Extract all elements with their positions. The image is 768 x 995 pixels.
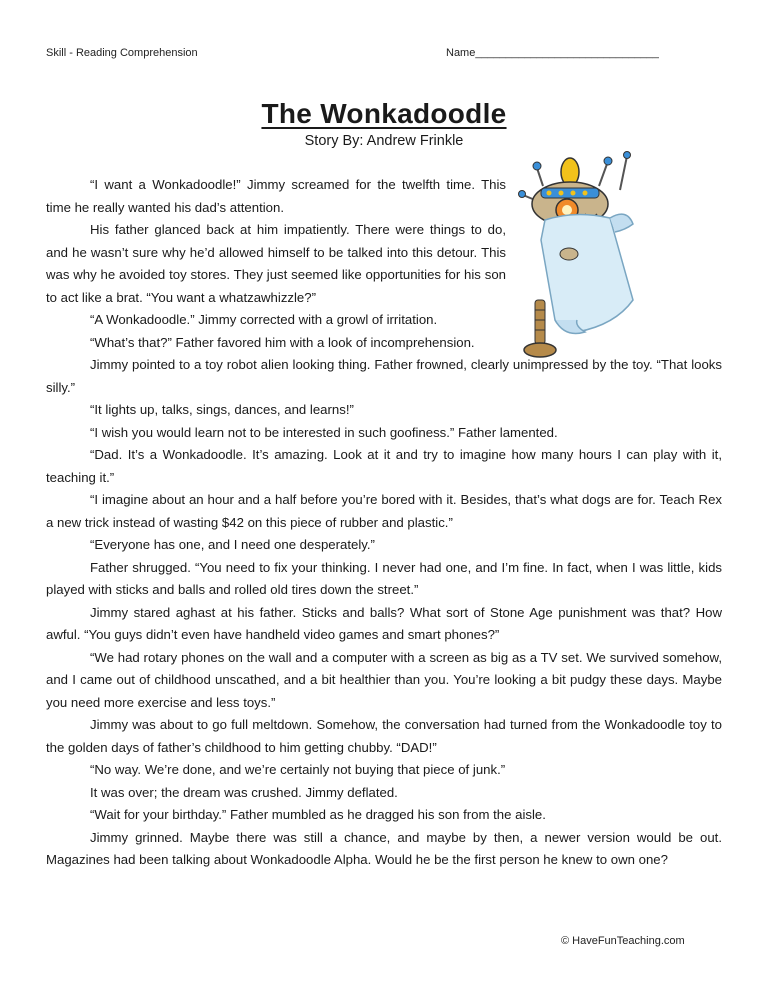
story-paragraph: “Wait for your birthday.” Father mumbled as he dragged his son from the aisle. [90,807,546,822]
story-paragraph: “I wish you would learn not to be interested in such goofiness.” Father lamented. [90,424,558,440]
story-paragraph: “No way. We’re done, and we’re certainly not buying that piece of junk.” [90,762,506,777]
story-paragraph: Jimmy was about to go full meltdown. Somehow, the conversation had turned from the Wonkadoodle toy to the golden days of father’s childhood to him getting chubby. “DAD!” [46,717,722,755]
story-paragraph: “Everyone has one, and I need one desperately.” [90,537,375,552]
name-field-label: Name______________________________ [446,47,659,59]
story-paragraph: Jimmy pointed to a toy robot alien looking thing. Father frowned, clearly unimpressed by the toy. “That looks silly.” [46,357,722,395]
story-paragraph: “Dad. It’s a Wonkadoodle. It’s amazing. Look at it and try to imagine how many hours I can play with it, teaching it.” [46,447,722,485]
story-text [46,174,722,872]
story-paragraph: His father glanced back at him impatiently. There were things to do, and he wasn’t sure why he’d allowed himself to be talked into this detour. This was why he avoided toy stores. They just seemed like opportunities for his son to act like a brat. “You want a whatzawhizzle?” [46,222,506,305]
story-paragraph: Jimmy stared aghast at his father. Sticks and balls? What sort of Stone Age punishment was that? How awful. “You guys didn’t even have handheld video games and smart phones?” [46,604,722,642]
story-paragraph: “We had rotary phones on the wall and a computer with a screen as big as a TV set. We survived somehow, and I came out of childhood unscathed, and a bit healthier than you. You’re looking a bit pudgy these days. Maybe you need more exercise and less toys.” [46,649,722,710]
story-paragraph: It was over; the dream was crushed. Jimmy deflated. [90,784,398,800]
story-byline: Story By: Andrew Frinkle [304,133,464,149]
story-paragraph: “A Wonkadoodle.” Jimmy corrected with a growl of irritation. [90,312,438,327]
copyright-footer: © HaveFunTeaching.com [561,935,685,947]
story-paragraph: “What’s that?” Father favored him with a look of incomprehension. [90,334,475,350]
story-paragraph: Father shrugged. “You need to fix your thinking. I never had one, and I’m fine. In fact, when I was little, kids played with sticks and balls and rolled old tires down the street.” [46,559,722,597]
story-paragraph: “It lights up, talks, sings, dances, and learns!” [90,402,354,417]
skill-label: Skill - Reading Comprehension [46,47,198,59]
story-paragraph: Jimmy grinned. Maybe there was still a chance, and maybe by then, a newer version would be out. Magazines had been talking about Wonkadoodle Alpha. Would he be the first person he knew to own one? [46,829,722,867]
page-title: The Wonkadoodle [261,98,507,129]
story-paragraph: “I imagine about an hour and a half before you’re bored with it. Besides, that’s what dogs are for. Teach Rex a new trick instead of wasting $42 on this piece of rubber and plastic.” [46,492,722,530]
story-paragraph: “I want a Wonkadoodle!” Jimmy screamed for the twelfth time. This time he really wanted his dad’s attention. [46,177,506,215]
